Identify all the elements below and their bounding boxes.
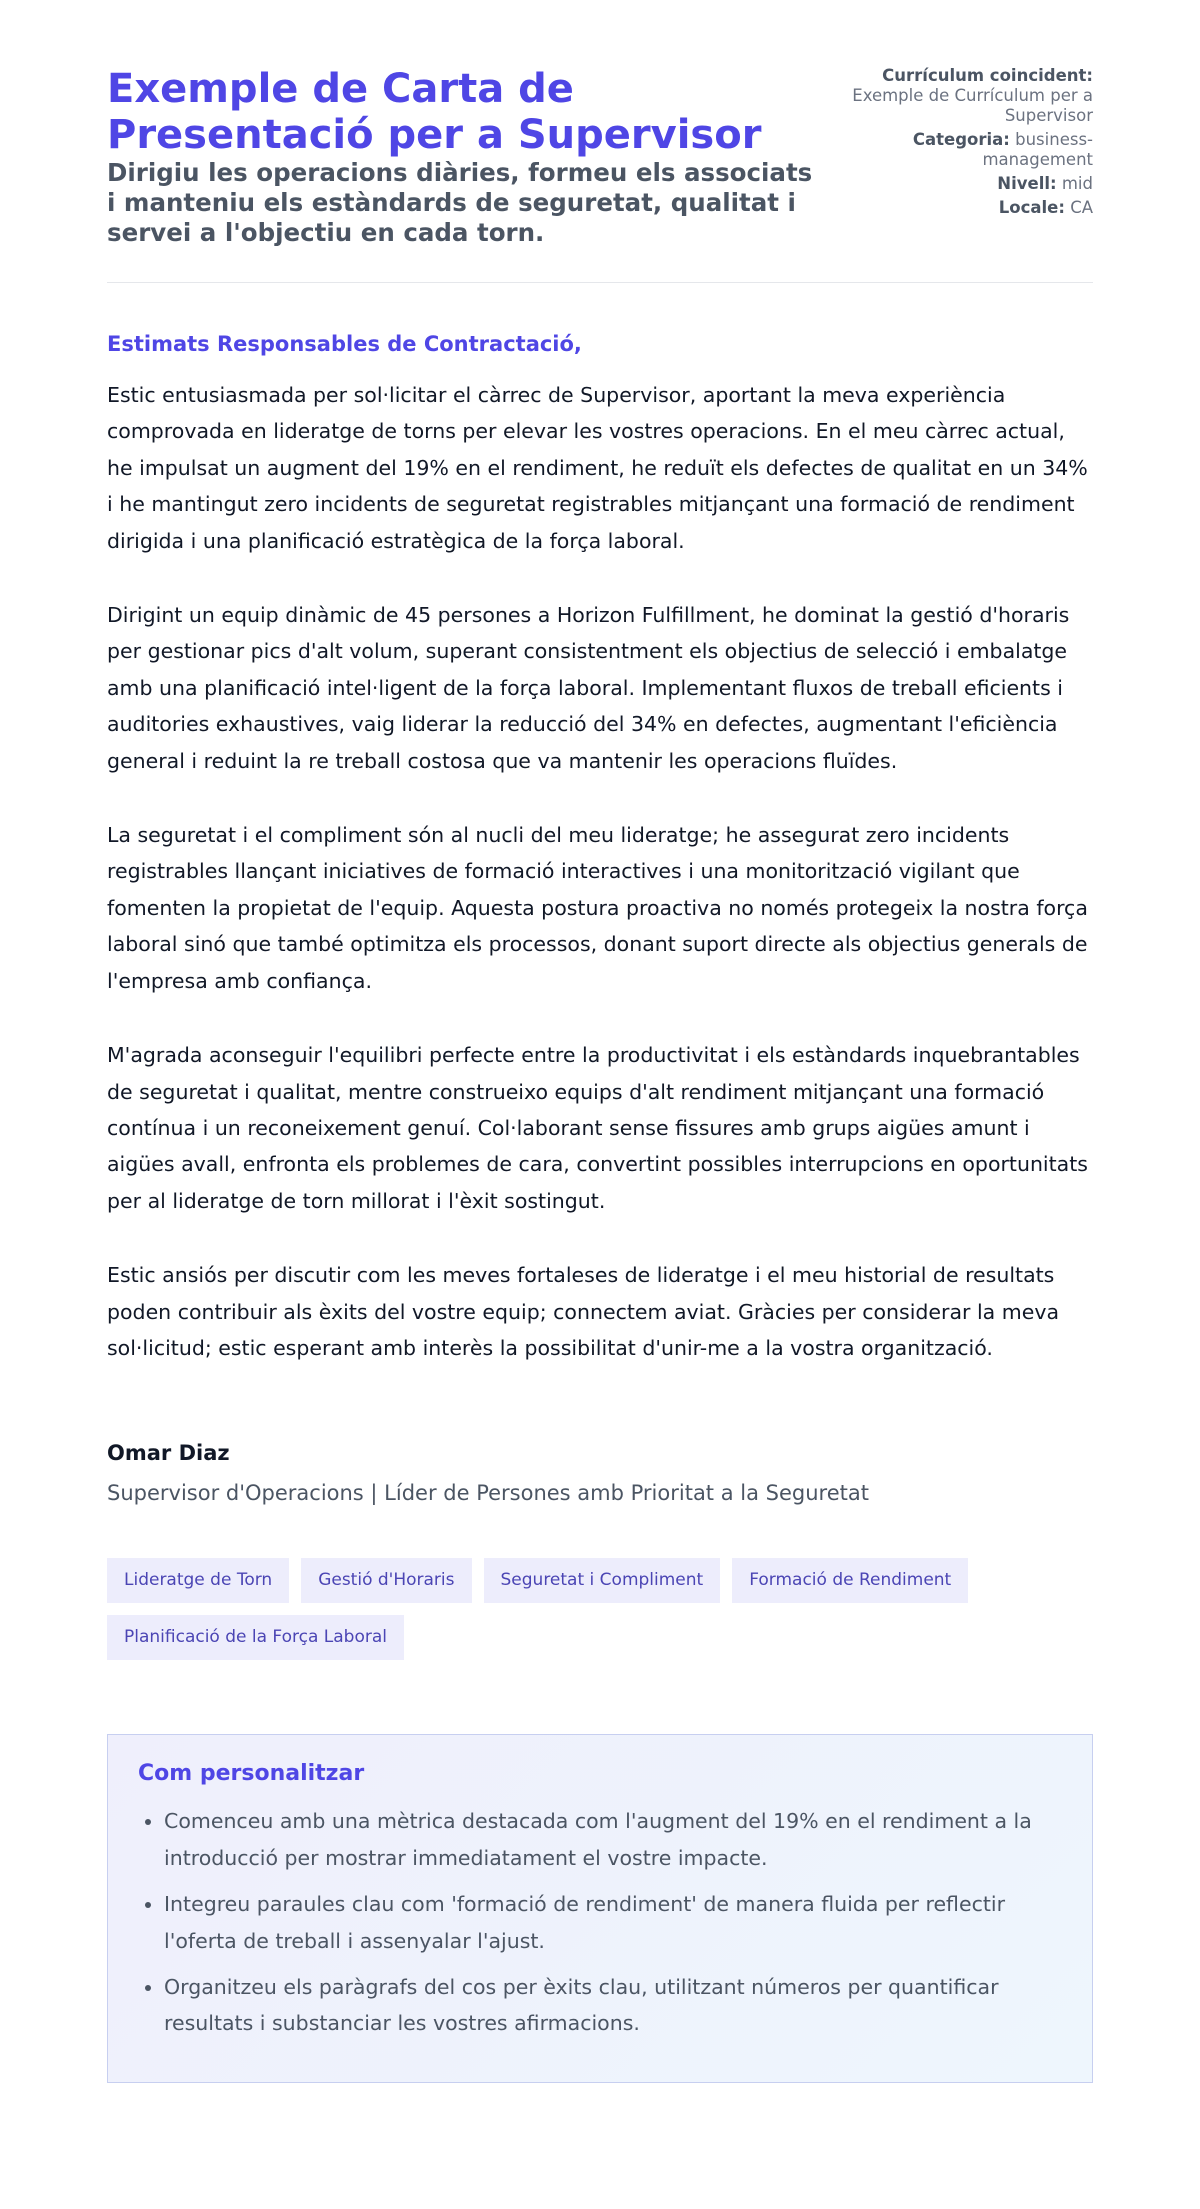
skill-tag: Gestió d'Horaris [301, 1558, 471, 1603]
tips-list [138, 1803, 1062, 2041]
page-title: Exemple de Carta de Presentació per a Supervisor [107, 66, 762, 158]
meta-category-label: Categoria: [912, 130, 1010, 149]
letter-paragraph: M'agrada aconseguir l'equilibri perfecte entre la productivitat i els estàndards inquebrantables de seguretat i qualitat, mentre construeixo equips d'alt rendiment mitjançant una formació contínua i un reconeixement genuí. Col·laborant sense fissures amb grups aigües amunt i aigües avall, enfronta els problemes de cara, convertint possibles interrupcions en oportunitats per al lideratge de torn millorat i l'èxit sostingut. [107, 1043, 1088, 1213]
letter-body [107, 331, 1093, 1506]
tip-item: • Comenceu amb una mètrica destacada com l'augment del 19% en el rendiment a la introducció per mostrar immediatament el vostre impacte. [164, 1803, 1062, 1876]
skill-tag: Formació de Rendiment [732, 1558, 968, 1603]
skill-tag: Planificació de la Força Laboral [107, 1615, 404, 1660]
meta-resume-value: Exemple de Currículum per a Supervisor [852, 86, 1093, 125]
tips-title: Com personalitzar [138, 1761, 365, 1787]
letter-greeting: Estimats Responsables de Contractació, [107, 332, 582, 356]
meta-level-label: Nivell: [997, 174, 1057, 193]
tip-item: • Integreu paraules clau com 'formació de rendiment' de manera fluida per reflectir l'oferta de treball i assenyalar l'ajust. [164, 1886, 1062, 1959]
skill-tag: Lideratge de Torn [107, 1558, 289, 1603]
page-subtitle: Dirigiu les operacions diàries, formeu els associats i manteniu els estàndards de seguretat, qualitat i servei a l'objectiu en cada torn. [107, 158, 813, 247]
meta-locale-value: CA [1070, 198, 1093, 217]
header-divider [107, 282, 1093, 283]
letter-paragraph: Dirigint un equip dinàmic de 45 persones a Horizon Fulfillment, he dominat la gestió d'horaris per gestionar pics d'alt volum, superant consistentment els objectius de selecció i embalatge amb una planificació intel·ligent de la força laboral. Implementant fluxos de treball eficients i auditories exhaustives, vaig liderar la reducció del 34% en defectes, augmentant l'eficiència general i reduint la re treball costosa que va mantenir les operacions fluïdes. [107, 603, 1070, 773]
letter-paragraph: Estic entusiasmada per sol·licitar el càrrec de Supervisor, aportant la meva experiència comprovada en lideratge de torns per elevar les vostres operacions. En el meu càrrec actual, he impulsat un augment del 19% en el rendiment, he reduït els defectes de qualitat en un 34% i he mantingut zero incidents de seguretat registrables mitjançant una formació de rendiment dirigida i una planificació estratègica de la força laboral. [107, 383, 1088, 553]
meta-level [822, 174, 1093, 194]
metadata-panel [822, 66, 1093, 222]
meta-resume [822, 66, 1093, 126]
customization-tips-box [107, 1734, 1093, 2082]
signature-role: Supervisor d'Operacions | Líder de Persones amb Prioritat a la Seguretat [107, 1481, 869, 1506]
signature-name: Omar Diaz [107, 1441, 230, 1466]
meta-resume-label: Currículum coincident: [882, 66, 1093, 85]
meta-category [822, 130, 1093, 170]
meta-locale-label: Locale: [998, 198, 1065, 217]
skill-tags [107, 1558, 1093, 1672]
meta-locale [822, 198, 1093, 218]
letter-paragraph: La seguretat i el compliment són al nucli del meu lideratge; he assegurat zero incidents registrables llançant iniciatives de formació interactives i una monitorització vigilant que fomenten la propietat de l'equip. Aquesta postura proactiva no només protegeix la nostra força laboral sinó que també optimitza els processos, donant suport directe als objectius generals de l'empresa amb confiança. [107, 823, 1088, 993]
page-header [107, 66, 1093, 248]
title-block [107, 66, 822, 248]
tip-item: • Organitzeu els paràgrafs del cos per èxits clau, utilitzant números per quantificar resultats i substanciar les vostres afirmacions. [164, 1969, 1062, 2042]
letter-paragraph: Estic ansiós per discutir com les meves fortaleses de lideratge i el meu historial de resultats poden contribuir als èxits del vostre equip; connectem aviat. Gràcies per considerar la meva sol·licitud; estic esperant amb interès la possibilitat d'unir-me a la vostra organització. [107, 1263, 1060, 1360]
meta-category-value: business-management [982, 130, 1093, 169]
skill-tag: Seguretat i Compliment [484, 1558, 721, 1603]
meta-level-value: mid [1061, 174, 1093, 193]
